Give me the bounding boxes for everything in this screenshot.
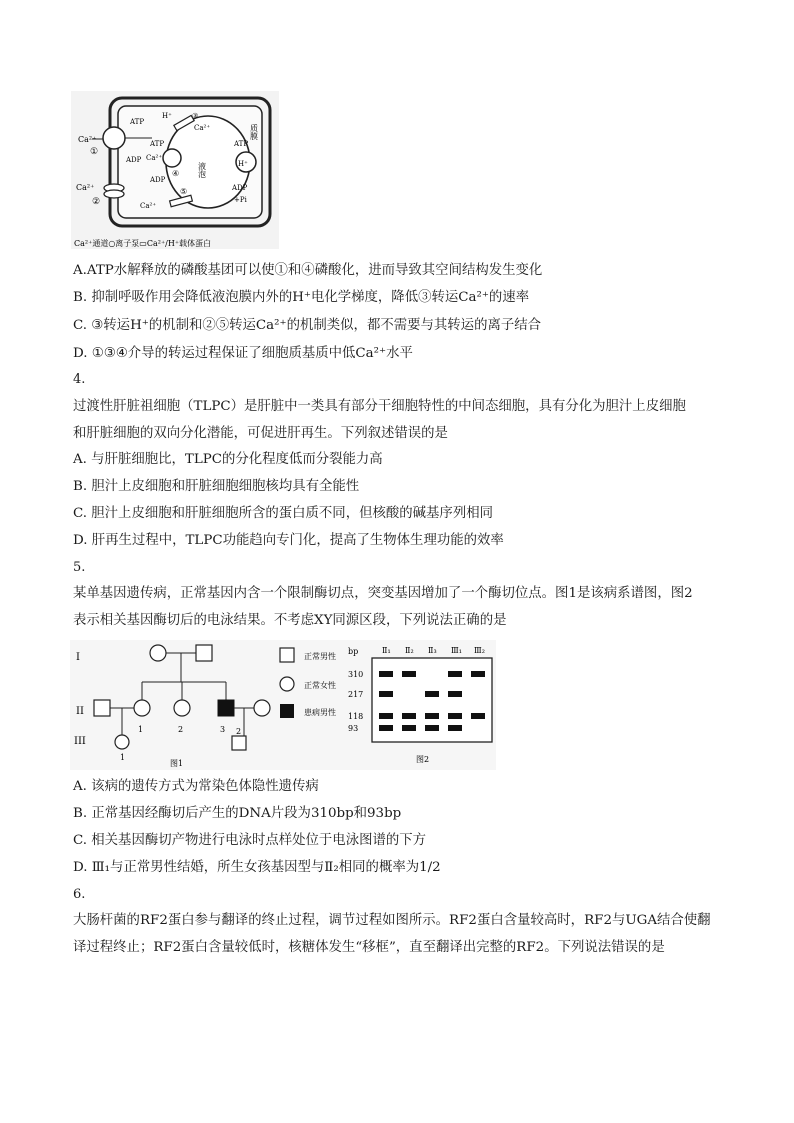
membrane-label: 质膜 xyxy=(249,124,259,140)
svg-text:H⁺: H⁺ xyxy=(238,160,248,168)
q4-option-b: B. 胆汁上皮细胞和肝脏细胞细胞核均具有全能性 xyxy=(73,479,360,494)
q6-number: 6. xyxy=(73,887,86,902)
gel-band xyxy=(425,691,439,697)
gel-size-label: 217 xyxy=(348,690,364,699)
svg-text:ATP: ATP xyxy=(130,118,145,126)
svg-text:III: III xyxy=(74,736,86,747)
svg-text:ADP: ADP xyxy=(232,184,248,192)
gen2-1-female xyxy=(134,700,150,716)
svg-text:ATP: ATP xyxy=(150,140,165,148)
q6-stem-1: 大肠杆菌的RF2蛋白参与翻译的终止过程，调节过程如图所示。RF2蛋白含量较高时，RF2与UGA结合使翻 xyxy=(73,913,711,928)
gel-lane-label: Ⅲ₁ xyxy=(451,646,462,655)
gel-lane-label: Ⅱ₃ xyxy=(428,646,437,655)
gel-band xyxy=(471,713,485,719)
q3-option-c: C. ③转运H⁺的机制和②⑤转运Ca²⁺的机制类似，都不需要与其转运的离子结合 xyxy=(73,318,542,333)
gen2-3-affected-male xyxy=(218,700,234,716)
q5-stem-1: 某单基因遗传病，正常基因内含一个限制酶切点，突变基因增加了一个酶切位点。图1是该病系谱图，图2 xyxy=(73,586,693,601)
svg-text:H⁺: H⁺ xyxy=(162,112,172,120)
gel-band xyxy=(425,713,439,719)
gel-size-label: 118 xyxy=(348,712,364,721)
gel-band xyxy=(471,671,485,677)
gel-electrophoresis xyxy=(346,640,496,770)
q5-number: 5. xyxy=(73,560,86,575)
svg-text:2: 2 xyxy=(178,725,184,734)
gel-band xyxy=(379,671,393,677)
gen3-1-female xyxy=(115,735,129,749)
q5-option-d: D. Ⅲ₁与正常男性结婚，所生女孩基因型与Ⅱ₂相同的概率为1/2 xyxy=(73,860,441,875)
q5-option-b: B. 正常基因经酶切后产生的DNA片段为310bp和93bp xyxy=(73,806,402,821)
svg-text:正常男性: 正常男性 xyxy=(304,652,336,661)
gel-lane-label: Ⅱ₁ xyxy=(382,646,391,655)
svg-text:图2: 图2 xyxy=(416,755,430,764)
svg-text:②: ② xyxy=(92,197,101,207)
gel-band xyxy=(402,671,416,677)
q4-option-a: A. 与肝脏细胞比，TLPC的分化程度低而分裂能力高 xyxy=(73,452,383,467)
svg-text:Ca²⁺: Ca²⁺ xyxy=(76,183,95,192)
q3-option-b: B. 抑制呼吸作用会降低液泡膜内外的H⁺电化学梯度，降低③转运Ca²⁺的速率 xyxy=(73,290,530,305)
svg-text:①: ① xyxy=(90,147,99,157)
svg-text:正常女性: 正常女性 xyxy=(304,681,336,690)
gen2-2-female xyxy=(174,700,190,716)
svg-text:Ca²⁺: Ca²⁺ xyxy=(78,135,97,144)
gel-band xyxy=(402,713,416,719)
gel-band xyxy=(448,691,462,697)
q4-number: 4. xyxy=(73,372,86,387)
svg-text:ATP: ATP xyxy=(234,140,249,148)
svg-text:1: 1 xyxy=(120,753,126,762)
svg-text:ADP: ADP xyxy=(150,176,166,184)
gel-lane-label: Ⅱ₂ xyxy=(405,646,414,655)
svg-text:Ca²⁺: Ca²⁺ xyxy=(140,202,157,210)
gen1-female xyxy=(150,645,166,661)
svg-text:3: 3 xyxy=(220,725,226,734)
figure-legend: Ca²⁺通道○离子泵▭Ca²⁺/H⁺载体蛋白 xyxy=(74,239,212,248)
q4-option-d: D. 肝再生过程中，TLPC功能趋向专门化，提高了生物体生理功能的效率 xyxy=(73,533,504,548)
q5-stem-2: 表示相关基因酶切后的电泳结果。不考虑XY同源区段，下列说法正确的是 xyxy=(73,613,507,628)
gel-band xyxy=(448,671,462,677)
svg-text:bp: bp xyxy=(348,647,359,656)
svg-text:ADP: ADP xyxy=(126,156,142,164)
ion-pump-1 xyxy=(103,127,125,149)
q4-option-c: C. 胆汁上皮细胞和肝脏细胞所含的蛋白质不同，但核酸的碱基序列相同 xyxy=(73,506,493,521)
gel-size-label: 310 xyxy=(348,670,364,679)
svg-text:+Pi: +Pi xyxy=(234,196,247,204)
gel-band xyxy=(448,725,462,731)
svg-text:II: II xyxy=(76,706,84,717)
gen2-spouse-female xyxy=(254,700,270,716)
gen1-male xyxy=(196,645,212,661)
q3-option-a: A.ATP水解释放的磷酸基团可以使①和④磷酸化，进而导致其空间结构发生变化 xyxy=(73,263,543,278)
q5-option-c: C. 相关基因酶切产物进行电泳时点样处位于电泳图谱的下方 xyxy=(73,833,427,848)
gel-band xyxy=(402,725,416,731)
svg-text:I: I xyxy=(76,652,80,663)
svg-text:图1: 图1 xyxy=(170,759,184,768)
membrane-transport-figure xyxy=(70,90,280,250)
gel-band xyxy=(425,725,439,731)
svg-text:⑤: ⑤ xyxy=(180,187,188,196)
gel-size-label: 93 xyxy=(348,724,359,733)
gen2-spouse-male xyxy=(94,700,110,716)
svg-text:患病男性: 患病男性 xyxy=(304,708,336,717)
svg-text:③: ③ xyxy=(192,112,199,120)
svg-text:Ca²⁺: Ca²⁺ xyxy=(194,124,211,132)
pedigree-chart xyxy=(70,640,360,770)
gen3-2-male xyxy=(232,736,246,750)
svg-text:Ca²⁺: Ca²⁺ xyxy=(146,154,163,162)
q3-option-d: D. ①③④介导的转运过程保证了细胞质基质中低Ca²⁺水平 xyxy=(73,346,413,361)
gel-band xyxy=(448,713,462,719)
svg-text:④: ④ xyxy=(172,169,180,178)
gel-band xyxy=(379,713,393,719)
gel-lane-label: Ⅲ₂ xyxy=(474,646,485,655)
svg-text:液泡: 液泡 xyxy=(197,162,207,178)
q4-stem-1: 过渡性肝脏祖细胞（TLPC）是肝脏中一类具有部分干细胞特性的中间态细胞，具有分化为胆汁上皮细胞 xyxy=(73,399,686,414)
q6-stem-2: 译过程终止；RF2蛋白含量较低时，核糖体发生“移框”，直至翻译出完整的RF2。下列说法错误的是 xyxy=(73,940,665,955)
q4-stem-2: 和肝脏细胞的双向分化潜能，可促进肝再生。下列叙述错误的是 xyxy=(73,426,448,441)
gel-band xyxy=(379,725,393,731)
q5-option-a: A. 该病的遗传方式为常染色体隐性遗传病 xyxy=(73,779,319,794)
gel-band xyxy=(379,691,393,697)
ion-pump-4 xyxy=(163,149,181,167)
svg-text:2: 2 xyxy=(236,727,242,736)
svg-text:1: 1 xyxy=(138,725,144,734)
